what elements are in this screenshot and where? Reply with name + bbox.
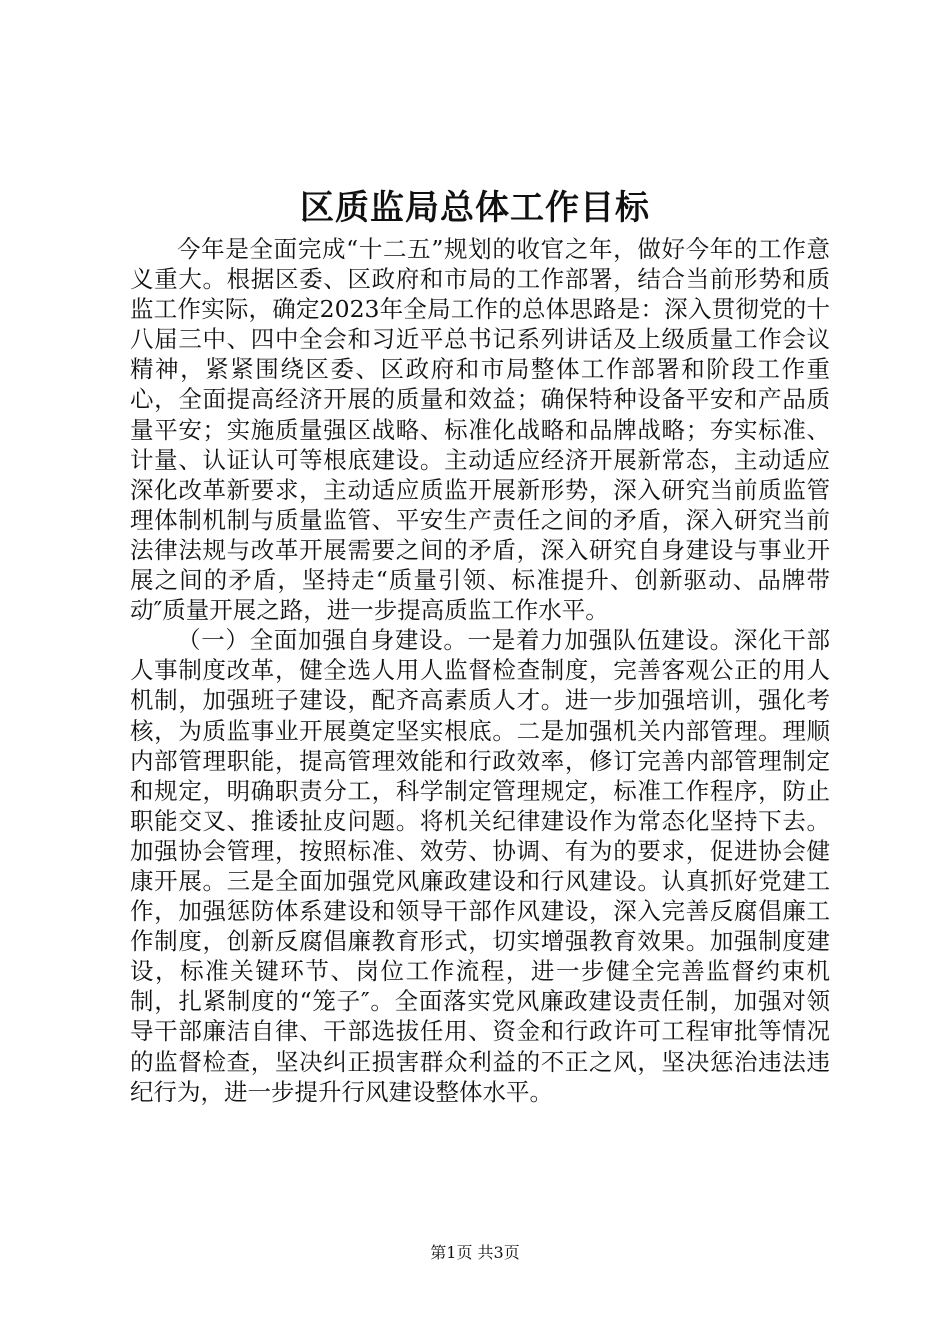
paragraph-intro: 今年是全面完成“十二五”规划的收官之年，做好今年的工作意义重大。根据区委、区政府和市局的工作部署，结合当前形势和质监工作实际，确定2023年全局工作的总体思路是：深入贯彻党的十八届三中、四中全会和习近平总书记系列讲话及上级质量工作会议精神，紧紧围绕区委、区政府和市局整体工作部署和阶段工作重心，全面提高经济开展的质量和效益；确保特种设备平安和产品质量平安；实施质量强区战略、标准化战略和品牌战略；夯实标准、计量、认证认可等根底建设。主动适应经济开展新常态，主动适应深化改革新要求，主动适应质监开展新形势，深入研究当前质监管理体制机制与质量监管、平安生产责任之间的矛盾，深入研究当前法律法规与改革开展需要之间的矛盾，深入研究自身建设与事业开展之间的矛盾，坚持走“质量引领、标准提升、创新驱动、品牌带动″质量开展之路，进一步提高质监工作水平。 — [130, 235, 830, 625]
document-body — [130, 234, 830, 1107]
page-number-footer: 第1页 共3页 — [430, 1243, 520, 1262]
paragraph-self-building: （一）全面加强自身建设。一是着力加强队伍建设。深化干部人事制度改革，健全选人用人监督检查制度，完善客观公正的用人机制，加强班子建设，配齐高素质人才。进一步加强培训，强化考核，为质监事业开展奠定坚实根底。二是加强机关内部管理。理顺内部管理职能，提高管理效能和行政效率，修订完善内部管理制定和规定，明确职责分工，科学制定管理规定，标准工作程序，防止职能交叉、推诿扯皮问题。将机关纪律建设作为常态化坚持下去。加强协会管理，按照标准、效劳、协调、有为的要求，促进协会健康开展。三是全面加强党风廉政建设和行风建设。认真抓好党建工作，加强惩防体系建设和领导干部作风建设，深入完善反腐倡廉工作制度，创新反腐倡廉教育形式，切实增强教育效果。加强制度建设，标准关键环节、岗位工作流程，进一步健全完善监督约束机制，扎紧制度的“笼子″。全面落实党风廉政建设责任制，加强对领导干部廉洁自律、干部选拔任用、资金和行政许可工程审批等情况的监督检查，坚决纠正损害群众利益的不正之风，坚决惩治违法违纪行为，进一步提升行风建设整体水平。 — [130, 626, 830, 1106]
document-title: 区质监局总体工作目标 — [300, 188, 650, 228]
